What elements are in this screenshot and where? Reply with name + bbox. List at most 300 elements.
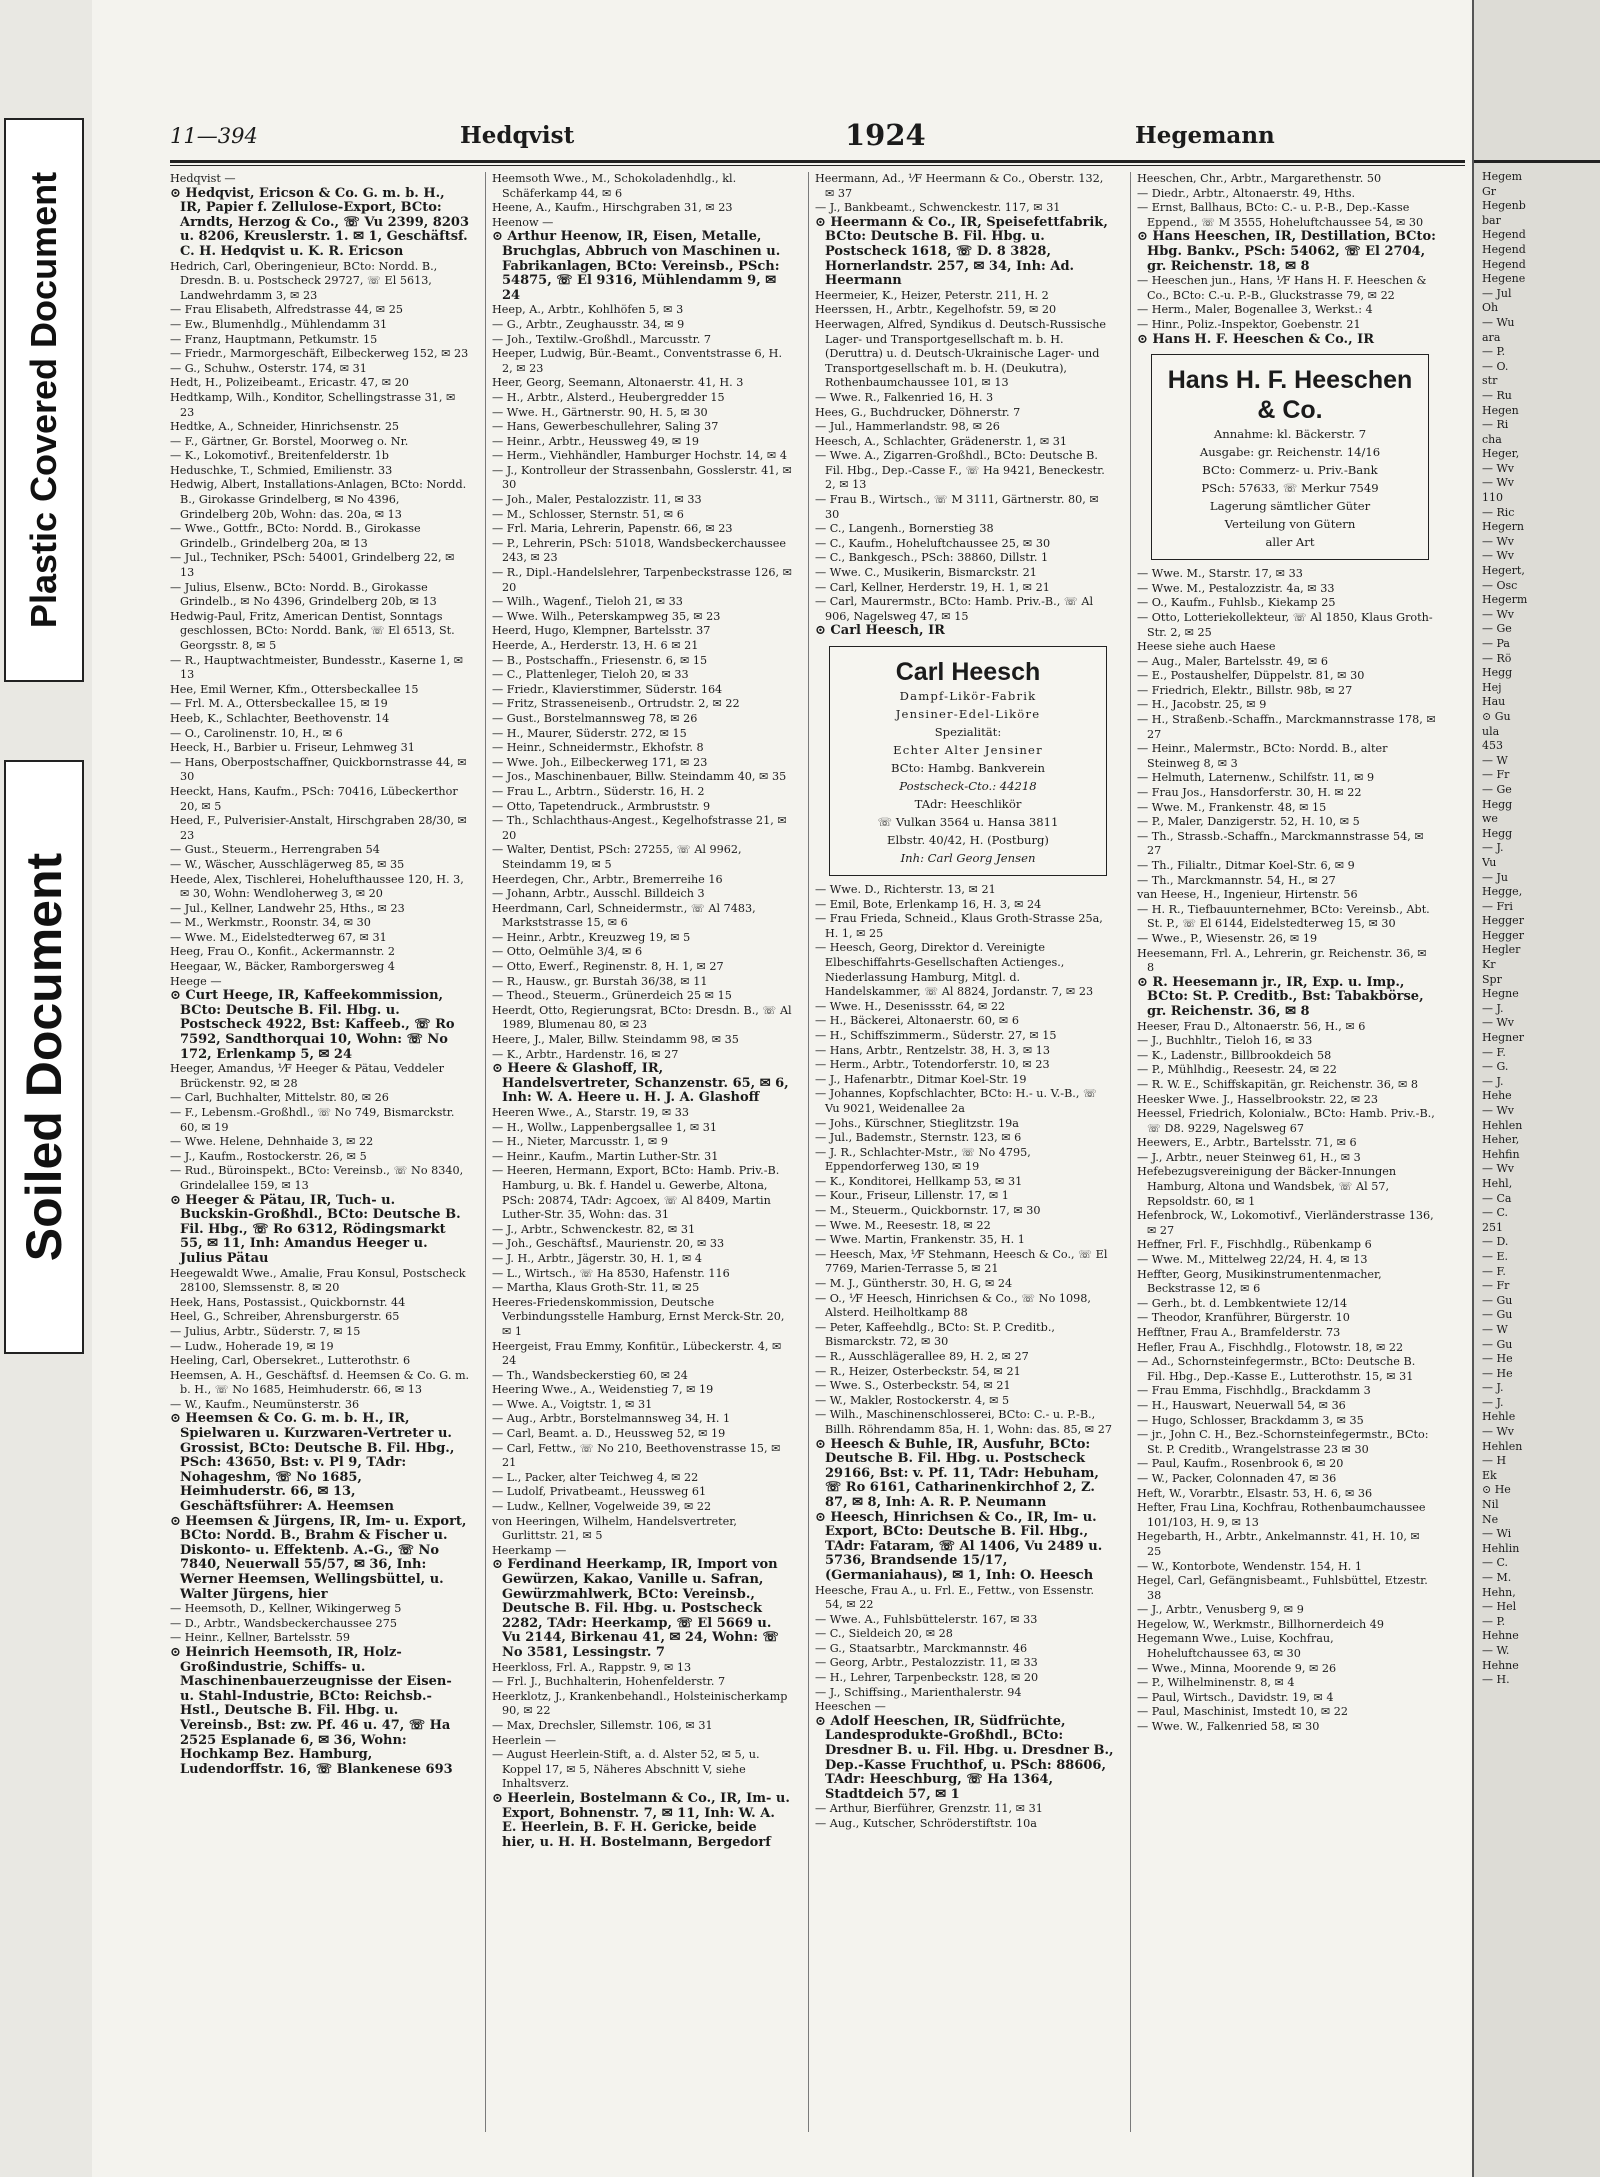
column-3-top-entries [815,172,1115,639]
adjacent-page-fragment: Hegerm [1482,593,1528,607]
directory-entry: Heeb, K., Schlachter, Beethovenstr. 14 [170,711,390,725]
directory-entry: Hegebarth, H., Arbtr., Ankelmannstr. 41, H. 10, ✉ 25 [1137,1530,1420,1558]
directory-entry: Hefftner, Frau A., Bramfelderstr. 73 [1137,1326,1341,1339]
adjacent-page-fragment: — Jul [1482,286,1512,300]
directory-entry: — Th., Filialtr., Ditmar Koel-Str. 6, ✉ 9 [1137,859,1355,872]
directory-entry: — Wwe. A., Voigtstr. 1, ✉ 31 [492,1397,653,1411]
directory-entry: Hedwig, Albert, Installations-Anlagen, BCto: Nordd. B., Girokasse Grindelberg, ✉ No 4396, Grindelberg 20b, Wohn: das. 20a, ✉ 13 [170,478,467,521]
adjacent-page-fragment: Hegene [1482,272,1526,286]
directory-entry: Hefler, Frau A., Fischhdlg., Flotowstr. 18, ✉ 22 [1137,1340,1404,1354]
directory-entry: — Wwe., Minna, Moorende 9, ✉ 26 [1137,1661,1337,1675]
directory-entry: — Herm., Arbtr., Totendorferstr. 10, ✉ 23 [815,1058,1050,1072]
directory-entry: ⊙ Hans Heeschen, IR, Destillation, BCto: Hbg. Bankv., PSch: 54062, ☏ El 2704, gr. Reichenstr. 18, ✉ 8 [1137,229,1436,274]
directory-entry: — Fritz, Strasseneisenb., Ortrudstr. 2, ✉ 22 [492,697,740,711]
directory-entry: Heeckt, Hans, Kaufm., PSch: 70416, Lübeckerthor 20, ✉ 5 [170,784,458,813]
directory-entry: — Hugo, Schlosser, Brackdamm 3, ✉ 35 [1137,1413,1364,1427]
directory-entry: — H., Bäckerei, Altonaerstr. 60, ✉ 6 [815,1014,1019,1028]
adjacent-page-fragment: Hegg [1482,826,1513,840]
adjacent-page-fragment: 453 [1482,739,1503,753]
ad-line: Verteilung von Gütern [1224,517,1356,532]
directory-entry: — G., Schuhw., Osterstr. 174, ✉ 31 [170,361,367,375]
adjacent-page-fragment: — P. [1482,1614,1506,1628]
adjacent-page-fragment: 251 [1482,1220,1503,1234]
directory-entry: — E., Postaushelfer, Düppelstr. 81, ✉ 30 [1137,669,1365,683]
directory-entry: Heerdmann, Carl, Schneidermstr., ☏ Al 7483, Markststrasse 15, ✉ 6 [492,901,756,930]
directory-entry: ⊙ Carl Heesch, IR [815,623,945,639]
directory-entry: — C., Kaufm., Hoheluftchaussee 25, ✉ 30 [815,536,1051,550]
soiled-document-label [4,760,84,1354]
directory-entry: Heeg, Frau O., Konfit., Ackermannstr. 2 [170,945,395,959]
directory-entry: Heeser, Frau D., Altonaerstr. 56, H., ✉ 6 [1137,1019,1366,1033]
directory-entry: Heduschke, T., Schmied, Emilienstr. 33 [170,463,393,477]
adjacent-page-fragment: — Osc [1482,578,1518,592]
ad-line: TAdr: Heeschlikör [914,797,1022,811]
directory-entry: Heere, J., Maler, Billw. Steindamm 98, ✉ 35 [492,1033,739,1047]
scan-margin-left [0,0,93,2177]
directory-entry: — Joh., Maler, Pestalozzistr. 11, ✉ 33 [492,493,702,507]
directory-entry: — R., Heizer, Osterbeckstr. 54, ✉ 21 [815,1364,1021,1378]
adjacent-page-fragment: Hau [1482,695,1506,709]
directory-entry: — G., Arbtr., Zeughausstr. 34, ✉ 9 [492,317,685,331]
directory-entry: Hee, Emil Werner, Kfm., Ottersbeckallee 15 [170,682,419,696]
directory-entry: — Frl. Maria, Lehrerin, Papenstr. 66, ✉ 23 [492,522,733,536]
adjacent-page-fragment: Spr [1482,972,1502,986]
directory-entry: — Jul., Hammerlandstr. 98, ✉ 26 [815,420,1000,434]
directory-entry: — Wwe. M., Mittelweg 22/24, H. 4, ✉ 13 [1137,1253,1368,1267]
directory-entry: — Julius, Elsenw., BCto: Nordd. B., Girokasse Grindelb., ✉ No 4396, Grindelberg 20b, ✉ 13 [170,580,437,609]
directory-entry: Heft, W., Vorarbtr., Elsastr. 53, H. 6, ✉ 36 [1137,1486,1373,1500]
directory-entry: — Wwe. S., Osterbeckstr. 54, ✉ 21 [815,1379,1011,1393]
directory-entry: — Wwe. M., Pestalozzistr. 4a, ✉ 33 [1137,581,1335,595]
directory-entry: — Heinr., Schneidermstr., Ekhofstr. 8 [492,741,704,755]
adjacent-page-fragment: Hegler [1482,943,1521,957]
directory-entry: — R., Hauptwachtmeister, Bundesstr., Kaserne 1, ✉ 13 [170,653,464,682]
adjacent-page-fragment: — Ca [1482,1191,1512,1205]
header-rule-thin [170,165,1465,166]
directory-entry: — Aug., Maler, Bartelsstr. 49, ✉ 6 [1137,654,1328,668]
directory-entry: — K., Lokomotivf., Breitenfelderstr. 1b [170,449,389,463]
directory-entry: Hedtkamp, Wilh., Konditor, Schellingstrasse 31, ✉ 23 [170,390,456,419]
directory-entry: — P., Wilhelminenstr. 8, ✉ 4 [1137,1676,1295,1690]
adjacent-page-fragment: Hehl, [1482,1176,1513,1190]
directory-entry: — Emil, Bote, Erlenkamp 16, H. 3, ✉ 24 [815,897,1042,911]
directory-entry: ⊙ Ferdinand Heerkamp, IR, Import von Gewürzen, Kakao, Vanille u. Safran, Gewürzmahlwerk, BCto: Vereinsb., Deutsche B. Fil. Hbg. u. Postscheck 2282, TAdr: Heerkamp, ☏ El 5669 u. Vu 2144, Birkenau 41, ✉ 24, Wohn: ☏ No 3581, Lessingstr. 7 [492,1557,779,1660]
directory-entry: — Friedrich, Elektr., Billstr. 98b, ✉ 27 [1137,683,1353,697]
directory-entry: — D., Arbtr., Wandsbeckerchaussee 275 [170,1616,397,1630]
directory-entry: — Johann, Arbtr., Ausschl. Billdeich 3 [492,887,705,901]
directory-entry: — H., Nieter, Marcusstr. 1, ✉ 9 [492,1135,668,1149]
directory-entry: — Diedr., Arbtr., Altonaerstr. 49, Hths. [1137,186,1356,200]
directory-entry: — Johannes, Kopfschlachter, BCto: H.- u. V.-B., ☏ Vu 9021, Weidenallee 2a [815,1087,1097,1115]
adjacent-page-fragment: — Gu [1482,1308,1513,1322]
directory-entry: — Heesch, Max, ⅟F Stehmann, Heesch & Co., ☏ El 7769, Marien-Terrasse 5, ✉ 21 [815,1247,1108,1276]
adjacent-page-fragment: — Ru [1482,388,1512,402]
adjacent-page-fragment: Hej [1482,680,1502,694]
adjacent-page-fragment: str [1482,374,1498,388]
directory-entry: — Heeren, Hermann, Export, BCto: Hamb. Priv.-B. Hamburg, u. Bk. f. Handel u. Gewerbe, Altona, PSch: 20874, TAdr: Agcoex, ☏ Al 8409, Martin Luther-Str. 35, Wohn: das. 31 [492,1164,780,1222]
directory-entry: Heerdegen, Chr., Arbtr., Bremerreihe 16 [492,872,723,886]
directory-entry: — Friedr., Klavierstimmer, Süderstr. 164 [492,682,723,696]
adjacent-page-fragment: ⊙ Gu [1482,709,1511,723]
directory-entry: — Frau Jos., Hansdorferstr. 30, H. ✉ 22 [1137,786,1362,800]
adjacent-page-fragment: Hegg [1482,666,1513,680]
directory-entry: — Gust., Steuerm., Herrengraben 54 [170,843,380,857]
plastic-covered-text: Plastic Covered Document [23,171,65,629]
directory-entry: — C., Sieldeich 20, ✉ 28 [815,1627,953,1641]
directory-entry: — J., Kaufm., Rostockerstr. 26, ✉ 5 [170,1149,367,1163]
directory-entry: — Julius, Arbtr., Süderstr. 7, ✉ 15 [170,1324,361,1338]
directory-entry: — K., Ladenstr., Billbrookdeich 58 [1137,1048,1332,1062]
ad-line: BCto: Commerz- u. Priv.-Bank [1202,463,1378,478]
directory-entry: Heemsen, A. H., Geschäftsf. d. Heemsen & Co. G. m. b. H., ☏ No 1685, Heimhuderstr. 66, ✉ 13 [170,1368,470,1397]
adjacent-page-fragment: bar [1482,213,1501,227]
adjacent-page-fragment: — Gu [1482,1337,1513,1351]
directory-entry: — R. W. E., Schiffskapitän, gr. Reichenstr. 36, ✉ 8 [1137,1077,1419,1091]
adjacent-page-fragment: Hegern [1482,520,1524,534]
directory-entry: — Theod., Steuerm., Grünerdeich 25 ✉ 15 [492,989,732,1003]
directory-entry: von Heeringen, Wilhelm, Handelsvertreter, Gurlittstr. 21, ✉ 5 [492,1514,737,1543]
directory-entry: — Th., Marckmannstr. 54, H., ✉ 27 [1137,873,1336,887]
directory-entry: — P., Maler, Danzigerstr. 52, H. 10, ✉ 5 [1137,815,1360,829]
directory-entry: Heegewaldt Wwe., Amalie, Frau Konsul, Postscheck 28100, Slemssenstr. 8, ✉ 20 [170,1266,466,1295]
ad-line: Jensiner-Edel-Liköre [895,707,1041,721]
directory-entry: — Wwe. A., Fuhlsbüttelerstr. 167, ✉ 33 [815,1612,1038,1626]
directory-entry: Heegaar, W., Bäcker, Ramborgersweg 4 [170,960,395,974]
directory-entry: — Heeschen jun., Hans, ⅟F Hans H. F. Heeschen & Co., BCto: C.-u. P.-B., Gluckstrasse 79, ✉ 22 [1137,274,1427,302]
ad-line: BCto: Hambg. Bankverein [891,761,1045,775]
directory-entry: — August Heerlein-Stift, a. d. Alster 52, ✉ 5, u. Koppel 17, ✉ 5, Näheres Abschnitt V, siehe Inhaltsverz. [492,1748,760,1791]
adjacent-page-fragment: Heher, [1482,1133,1520,1147]
directory-entry: — H., Maurer, Süderstr. 272, ✉ 15 [492,726,687,740]
directory-entry: — Max, Drechsler, Sillemstr. 106, ✉ 31 [492,1718,713,1732]
directory-entry: Hees, G., Buchdrucker, Döhnerstr. 7 [815,405,1021,419]
adjacent-page-fragment: — F. [1482,1264,1506,1278]
directory-entry: — R., Hausw., gr. Burstah 36/38, ✉ 11 [492,974,708,988]
adjacent-page-fragment: Hegend [1482,257,1526,271]
adjacent-page-rule [1474,160,1600,163]
directory-entry: — B., Postschaffn., Friesenstr. 6, ✉ 15 [492,653,708,667]
column-1 [170,172,470,2152]
ad-line: Inh: Carl Georg Jensen [900,851,1036,865]
directory-entry: — H. R., Tiefbauunternehmer, BCto: Vereinsb., Abt. St. P., ☏ El 6144, Eidelstedterweg 15, ✉ 30 [1137,902,1430,931]
adjacent-page-fragment: Nil [1482,1498,1499,1512]
directory-entry: — Gust., Borstelmannsweg 78, ✉ 26 [492,711,698,725]
directory-entry: Heerd, Hugo, Klempner, Bartelsstr. 37 [492,624,711,638]
directory-entry: — W., Kaufm., Neumünsterstr. 36 [170,1397,360,1411]
directory-entry: — Jul., Bademstr., Sternstr. 123, ✉ 6 [815,1131,1022,1145]
column-4 [1137,172,1437,2152]
directory-entry: — J., Kontrolleur der Strassenbahn, Gosslerstr. 41, ✉ 30 [492,463,792,492]
directory-entry: — Kour., Friseur, Lillenstr. 17, ✉ 1 [815,1189,1009,1203]
directory-entry: — M. J., Güntherstr. 30, H. G, ✉ 24 [815,1277,1013,1291]
adjacent-page-fragment: — F. [1482,1045,1506,1059]
adjacent-page-fragment: Hegner [1482,1031,1524,1045]
ad-line: Dampf-Likör-Fabrik [899,689,1037,703]
directory-entry: — Wwe. Helene, Dehnhaide 3, ✉ 22 [170,1135,374,1149]
adjacent-page-fragment: — Wv [1482,534,1515,548]
adjacent-page-fragment: — Wv [1482,607,1515,621]
directory-entry: Hegelow, W., Werkmstr., Billhornerdeich 49 [1137,1617,1385,1631]
directory-entry: ⊙ Heermann & Co., IR, Speisefettfabrik, BCto: Deutsche B. Fil. Hbg. u. Postscheck 1618, ☏ D. 8 3828, Hornerlandstr. 257, ✉ 34, Inh: Ad. Heermann [815,214,1108,289]
directory-entry: ⊙ Arthur Heenow, IR, Eisen, Metalle, Bruchglas, Abbruch von Maschinen u. Fabrikanlagen, BCto: Vereinsb., PSch: 54875, ☏ El 9316, Mühlendamm 9, ✉ 24 [492,229,781,303]
header-rule [170,160,1465,163]
directory-entry: — M., Werkmstr., Roonstr. 34, ✉ 30 [170,916,371,930]
directory-entry: — Frau Emma, Fischhdlg., Brackdamm 3 [1137,1384,1371,1398]
directory-entry: Heesch, A., Schlachter, Grädenerstr. 1, ✉ 31 [815,434,1068,448]
directory-entry: — Peter, Kaffeehdlg., BCto: St. P. Creditb., Bismarckstr. 72, ✉ 30 [815,1320,1055,1349]
directory-entry: — Th., Wandsbeckerstieg 60, ✉ 24 [492,1368,688,1382]
directory-entry: — Wwe., P., Wiesenstr. 26, ✉ 19 [1137,931,1318,945]
directory-entry: — Heinr., Arbtr., Heussweg 49, ✉ 19 [492,434,700,448]
directory-entry: ⊙ Heinrich Heemsoth, IR, Holz-Großindustrie, Schiffs- u. Maschinenbauerzeugnisse der Eisen- u. Stahl-Industrie, BCto: Reichsb.-Hstl., Deutsche B. Fil. Hbg. u. Vereinsb., Bst: zw. Pf. 46 u. 47, ☏ Ha 2525 Esplanade 6, ✉ 36, Wohn: Hochkamp Bez. Hamburg, Ludendorffstr. 16, ☏ Blankenese 693 [170,1644,453,1777]
ad-line: Echter Alter Jensiner [893,743,1043,757]
header-first-name: Hedqvist [460,122,575,149]
ad-line: Spezialität: [934,725,1002,739]
directory-entry: — Hans, Gewerbeschullehrer, Saling 37 [492,420,719,434]
directory-entry: — Aug., Arbtr., Borstelmannsweg 34, H. 1 [492,1412,731,1426]
directory-entry: — Wwe. M., Starstr. 17, ✉ 33 [1137,567,1303,581]
directory-entry: Heessel, Friedrich, Kolonialw., BCto: Hamb. Priv.-B., ☏ D8. 9229, Nagelsweg 67 [1137,1107,1435,1135]
adjacent-page-fragment: Hegem [1482,170,1523,183]
directory-entry: Heeschen, Chr., Arbtr., Margarethenstr. 50 [1137,172,1382,185]
directory-entry: — M., Steuerm., Quickbornstr. 17, ✉ 30 [815,1204,1041,1218]
directory-entry: — H., Hauswart, Neuerwall 54, ✉ 36 [1137,1398,1346,1412]
directory-entry: — J. R., Schlachter-Mstr., ☏ No 4795, Eppendorferweg 130, ✉ 19 [815,1145,1031,1174]
directory-entry: — Hinr., Poliz.-Inspektor, Goebenstr. 21 [1137,317,1361,331]
adjacent-page-fragment: — H [1482,1454,1507,1468]
directory-entry: Heerssen, H., Arbtr., Kegelhofstr. 59, ✉ 20 [815,303,1057,317]
directory-entry: — F., Lebensm.-Großhdl., ☏ No 749, Bismarckstr. 60, ✉ 19 [170,1106,455,1134]
adjacent-page-fragment: Hehe [1482,1089,1512,1103]
adjacent-page-fragment: Hehfin [1482,1147,1520,1161]
directory-entry: — Joh., Textilw.-Großhdl., Marcusstr. 7 [492,332,711,346]
directory-entry: Hefenbrock, W., Lokomotivf., Vierländerstrasse 136, ✉ 27 [1137,1209,1434,1237]
directory-entry: — Heinr., Kellner, Bartelsstr. 59 [170,1631,350,1645]
soiled-document-text: Soiled Document [16,852,72,1262]
column-divider [485,172,486,2132]
adjacent-page-fragment: Gr [1482,184,1497,198]
directory-entry: Heene, A., Kaufm., Hirschgraben 31, ✉ 23 [492,201,733,215]
directory-entry: Heeschen — [815,1700,886,1714]
adjacent-page-fragment: — M. [1482,1571,1512,1584]
header-last-name: Hegemann [1135,122,1275,149]
directory-entry: Heeren Wwe., A., Starstr. 19, ✉ 33 [492,1106,689,1119]
directory-entry: — Rud., Büroinspekt., BCto: Vereinsb., ☏ No 8340, Grindelallee 159, ✉ 13 [170,1164,464,1192]
directory-entry: — J., Schiffsing., Marienthalerstr. 94 [815,1685,1022,1699]
directory-entry: Heede, Alex, Tischlerei, Hohelufthaussee 120, H. 3, ✉ 30, Wohn: Wendloherweg 3, ✉ 20 [170,872,464,901]
column-divider [808,172,809,2132]
adjacent-page-fragment: Ne [1482,1512,1499,1526]
directory-entry: — Johs., Kürschner, Stieglitzstr. 19a [815,1116,1019,1130]
column-4-top-entries [1137,172,1437,347]
directory-entry: — Carl, Buchhalter, Mittelstr. 80, ✉ 26 [170,1091,389,1105]
directory-entry: ⊙ Adolf Heeschen, IR, Südfrüchte, Landesprodukte-Großhdl., BCto: Dresdner B. u. Fil. Hbg. u. Dresdner B., Dep.-Kasse Fruchthof, u. PSch: 88606, TAdr: Heeschburg, ☏ Ha 1364, Stadtdeich 57, ✉ 1 [815,1713,1114,1802]
directory-entry: — Theodor, Kranführer, Bürgerstr. 10 [1137,1311,1350,1325]
directory-entry: — Wwe. C., Musikerin, Bismarckstr. 21 [815,566,1037,580]
directory-entry: Heemsoth Wwe., M., Schokoladenhdlg., kl. Schäferkamp 44, ✉ 6 [492,172,737,200]
directory-entry: — H., Jacobstr. 25, ✉ 9 [1137,698,1267,712]
adjacent-page-fragment: — J. [1482,1381,1504,1395]
directory-entry: — Ew., Blumenhdlg., Mühlendamm 31 [170,317,388,331]
directory-entry: — Carl, Maurermstr., BCto: Hamb. Priv.-B., ☏ Al 906, Nagelsweg 47, ✉ 15 [815,595,1094,623]
directory-entry: — L., Wirtsch., ☏ Ha 8530, Hafenstr. 116 [492,1266,730,1280]
adjacent-page-fragment: — J. [1482,1074,1504,1088]
adjacent-page-fragment: — Fri [1482,899,1513,913]
directory-entry: — Ad., Schornsteinfegermstr., BCto: Deutsche B. Fil. Hbg., Dep.-Kasse E., Lutterothstr. 15, ✉ 31 [1137,1355,1416,1383]
directory-entry: — Otto, Ewerf., Reginenstr. 8, H. 1, ✉ 27 [492,960,724,974]
directory-entry: — H., Wollw., Lappenbergsallee 1, ✉ 31 [492,1120,718,1134]
directory-entry: Heel, G., Schreiber, Ahrensburgerstr. 65 [170,1310,400,1324]
directory-entry: Heenow — [492,215,554,229]
directory-entry: Heerdt, Otto, Regierungsrat, BCto: Dresdn. B., ☏ Al 1989, Blumenau 80, ✉ 23 [492,1003,792,1032]
page-header [170,118,1465,158]
ad-line: PSch: 57633, ☏ Merkur 7549 [1201,481,1379,496]
adjacent-page-fragment: — Hel [1482,1600,1517,1614]
directory-entry: — Frau Elisabeth, Alfredstrasse 44, ✉ 25 [170,303,403,317]
directory-entry: — P., Lehrerin, PSch: 51018, Wandsbeckerchaussee 243, ✉ 23 [492,536,786,565]
adjacent-page-fragment: — Ju [1482,870,1508,884]
adjacent-page-fragment: Vu [1482,855,1497,869]
directory-entry: — R., Dipl.-Handelslehrer, Tarpenbeckstrasse 126, ✉ 20 [492,566,792,594]
directory-entry: — Georg, Arbtr., Pestalozzistr. 11, ✉ 33 [815,1656,1038,1670]
directory-entry: Hegel, Carl, Gefängnisbeamt., Fuhlsbüttel, Etzestr. 38 [1137,1574,1428,1602]
directory-entry: — Herm., Maler, Bogenallee 3, Werkst.: 4 [1137,303,1373,317]
directory-entry: — Friedr., Marmorgeschäft, Eilbeckerweg 152, ✉ 23 [170,347,469,361]
adjacent-page-fragment: — H. [1482,1673,1510,1687]
adjacent-page-fragment: 110 [1482,491,1503,505]
adjacent-page-fragment: — O. [1482,359,1509,373]
directory-entry: — Paul, Wirtsch., Davidstr. 19, ✉ 4 [1137,1690,1334,1704]
adjacent-page-fragment: — Wi [1482,1527,1512,1541]
directory-entry: — W., Wäscher, Ausschlägerweg 85, ✉ 35 [170,857,405,871]
adjacent-page-fragment: — Wu [1482,315,1515,329]
directory-entry: — J., Hafenarbtr., Ditmar Koel-Str. 19 [815,1072,1027,1086]
directory-entry: Heering Wwe., A., Weidenstieg 7, ✉ 19 [492,1383,714,1397]
directory-entry: Heese siehe auch Haese [1137,640,1276,654]
directory-entry: Heffter, Georg, Musikinstrumentenmacher, Beckstrasse 12, ✉ 6 [1137,1267,1382,1296]
directory-entry: ⊙ Heemsen & Co. G. m. b. H., IR, Spielwaren u. Kurzwaren-Vertreter u. Grossist, BCto: Deutsche B. Fil. Hbg., PSch: 43650, Bst: v. Pl 9, TAdr: Nohageshm, ☏ No 1685, Heimhuderstr. 66, ✉ 13, Geschäftsführer: A. Heemsen [170,1411,455,1515]
directory-entry: Heep, A., Arbtr., Kohlhöfen 5, ✉ 3 [492,303,684,317]
adjacent-page-fragment: — Pa [1482,637,1510,650]
directory-entry: — Heinr., Kaufm., Martin Luther-Str. 31 [492,1149,719,1163]
directory-entry: — Heemsoth, D., Kellner, Wikingerweg 5 [170,1602,402,1616]
adjacent-page-fragment: — W. [1482,1643,1510,1657]
directory-entry: — Wwe. Joh., Eilbeckerweg 171, ✉ 23 [492,755,708,769]
directory-entry: — C., Plattenleger, Tieloh 20, ✉ 33 [492,668,689,682]
directory-entry: — M., Schlosser, Sternstr. 51, ✉ 6 [492,507,684,521]
directory-entry: Heesker Wwe. J., Hasselbrookstr. 22, ✉ 23 [1137,1092,1378,1106]
adjacent-page-fragment: — Wv [1482,549,1515,563]
directory-entry: — Arthur, Bierführer, Grenzstr. 11, ✉ 31 [815,1802,1043,1816]
adjacent-page-fragment: Oh [1482,301,1499,315]
adjacent-page-fragment: Hegend [1482,228,1526,242]
directory-entry: Heeger, Amandus, ⅟F Heeger & Pätau, Veddeler Brückenstr. 92, ✉ 28 [170,1062,445,1090]
directory-entry: Heeper, Ludwig, Bür.-Beamt., Conventstrasse 6, H. 2, ✉ 23 [492,347,782,375]
column-3 [815,172,1115,2152]
ad-line: Ausgabe: gr. Reichenstr. 14/16 [1199,445,1381,460]
adjacent-page-fragment: — D. [1482,1235,1509,1249]
directory-entry: — Wilh., Maschinenschlosserei, BCto: C.- u. P.-B., Billh. Röhrendamm 85a, H. 1, Wohn: das. 85, ✉ 27 [815,1408,1112,1436]
directory-entry: — J., Arbtr., neuer Steinweg 61, H., ✉ 3 [1137,1150,1361,1164]
directory-entry: — Wwe. D., Richterstr. 13, ✉ 21 [815,883,996,896]
directory-entry: Hedrich, Carl, Oberingenieur, BCto: Nordd. B., Dresdn. B. u. Postscheck 29727, ☏ El 5613, Landwehrdamm 3, ✉ 23 [170,259,438,302]
adjacent-page-fragment: Heger, [1482,447,1520,461]
adjacent-page-fragment: Hegger [1482,914,1524,928]
directory-entry: — Wwe. M., Frankenstr. 48, ✉ 15 [1137,800,1327,814]
adjacent-page-fragment: Hehlen [1482,1118,1523,1132]
adjacent-page-fragment: ara [1482,330,1501,344]
directory-entry: — jr., John C. H., Bez.-Schornsteinfegermstr., BCto: St. P. Creditb., Wrangelstrasse 23 ✉ 30 [1137,1428,1429,1456]
directory-entry: — Franz, Hauptmann, Petkumstr. 15 [170,332,378,346]
directory-entry: Hefter, Frau Lina, Kochfrau, Rothenbaumchaussee 101/103, H. 9, ✉ 13 [1137,1501,1426,1529]
directory-entry: Heerde, A., Herderstr. 13, H. 6 ✉ 21 [492,639,699,652]
directory-entry: — Frl. M. A., Ottersbeckallee 15, ✉ 19 [170,697,388,711]
directory-entry: Heek, Hans, Postassist., Quickbornstr. 44 [170,1295,406,1309]
directory-entry: — J., Arbtr., Venusberg 9, ✉ 9 [1137,1603,1304,1617]
directory-entry: — L., Packer, alter Teichweg 4, ✉ 22 [492,1470,699,1484]
directory-entry: ⊙ Hedqvist, Ericson & Co. G. m. b. H., IR, Papier f. Zellulose-Export, BCto: Arndts, Herzog & Co., ☏ Vu 2399, 8203 u. 8206, Kreuslerstr. 1. ✉ 1, Geschäftsf. C. H. Hedqvist u. K. R. Ericson [170,185,469,259]
ad-title: Hans H. F. Heeschen & Co. [1167,366,1413,425]
adjacent-page-fragment: — Fr [1482,1279,1510,1293]
adjacent-page-fragment: — Rö [1482,651,1512,665]
directory-entry: Heermeier, K., Heizer, Peterstr. 211, H. 2 [815,288,1049,302]
directory-entry: — H., Schiffszimmerm., Süderstr. 27, ✉ 15 [815,1028,1057,1042]
directory-entry: Heerkloss, Frl. A., Rappstr. 9, ✉ 13 [492,1660,692,1674]
adjacent-page-fragment: — Wv [1482,1162,1515,1176]
directory-entry: — Wilh., Wagenf., Tieloh 21, ✉ 33 [492,595,683,609]
adjacent-page-fragment: Kr [1482,958,1496,972]
adjacent-page-fragment: — C. [1482,1206,1509,1220]
adjacent-page-fragment: Hegen [1482,403,1519,417]
directory-entry: — Aug., Kutscher, Schröderstiftstr. 10a [815,1817,1037,1830]
directory-entry: — Jul., Techniker, PSch: 54001, Grindelberg 22, ✉ 13 [170,551,455,580]
directory-entry: — J., Arbtr., Schwenckestr. 82, ✉ 31 [492,1222,696,1236]
directory-entry: — H., Lehrer, Tarpenbeckstr. 128, ✉ 20 [815,1671,1039,1685]
directory-entry: Heermann, Ad., ⅟F Heermann & Co., Oberstr. 132, ✉ 37 [815,172,1104,200]
adjacent-page-fragment: Hegne [1482,987,1519,1001]
adjacent-page-fragment: Hegend [1482,242,1526,256]
directory-entry: — Jul., Kellner, Landwehr 25, Hths., ✉ 23 [170,901,405,915]
directory-entry: ⊙ R. Heesemann jr., IR, Exp. u. Imp., BCto: St. P. Creditb., Bst: Tabakbörse, gr. Reichenstr. 36, ✉ 8 [1137,974,1424,1019]
directory-entry: — Ludolf, Privatbeamt., Heussweg 61 [492,1485,707,1499]
directory-entry: — Frau Frieda, Schneid., Klaus Groth-Strasse 25a, H. 1, ✉ 25 [815,912,1103,940]
directory-entry: — W., Makler, Rostockerstr. 4, ✉ 5 [815,1393,1010,1407]
directory-entry: Heffner, Frl. F., Fischhdlg., Rübenkamp 6 [1137,1238,1372,1252]
adjacent-page-fragment: — He [1482,1352,1513,1366]
directory-entry: ⊙ Heesch, Hinrichsen & Co., IR, Im- u. Export, BCto: Deutsche B. Fil. Hbg., TAdr: Fataram, ☏ Al 1406, Vu 2489 u. 5736, Brandsende 15/17, (Germaniahaus), ✉ 1, Inh: O. Heesch [815,1509,1103,1583]
ad-line: Annahme: kl. Bäckerstr. 7 [1213,427,1367,442]
directory-entry: — Walter, Dentist, PSch: 27255, ☏ Al 9962, Steindamm 19, ✉ 5 [492,843,742,871]
heeschen-advertisement [1151,354,1429,560]
directory-entry: — Hans, Arbtr., Rentzelstr. 38, H. 3, ✉ 13 [815,1043,1051,1057]
directory-entry: Hedwig-Paul, Fritz, American Dentist, Sonntags geschlossen, BCto: Nordd. Bank, ☏ El 6513, St. Georgsstr. 8, ✉ 5 [170,609,455,652]
directory-entry: — Paul, Maschinist, Imstedt 10, ✉ 22 [1137,1705,1348,1719]
adjacent-page-fragment: — E. [1482,1249,1509,1263]
adjacent-page-fragment: — He [1482,1366,1513,1380]
adjacent-page-fragment: Hehne [1482,1658,1519,1672]
directory-entry: — Wwe. H., Gärtnerstr. 90, H. 5, ✉ 30 [492,405,708,419]
column-2 [492,172,792,2152]
directory-entry: Hegemann Wwe., Luise, Kochfrau, Hoheluftchaussee 63, ✉ 30 [1137,1632,1334,1661]
directory-entry: — Ludw., Kellner, Vogelweide 39, ✉ 22 [492,1500,712,1514]
directory-entry: — Wwe. H., Desenissstr. 64, ✉ 22 [815,999,1006,1013]
plastic-covered-label [4,118,84,682]
directory-entry: ⊙ Heere & Glashoff, IR, Handelsvertreter, Schanzenstr. 65, ✉ 6, Inh: W. A. Heere u. H. J. A. Glashoff [492,1061,789,1106]
adjacent-page-fragment: — G. [1482,1060,1509,1074]
adjacent-page-fragment: Hehn, [1482,1585,1516,1599]
adjacent-page-fragment: ula [1482,724,1500,738]
adjacent-page-fragment: — Ge [1482,622,1512,636]
